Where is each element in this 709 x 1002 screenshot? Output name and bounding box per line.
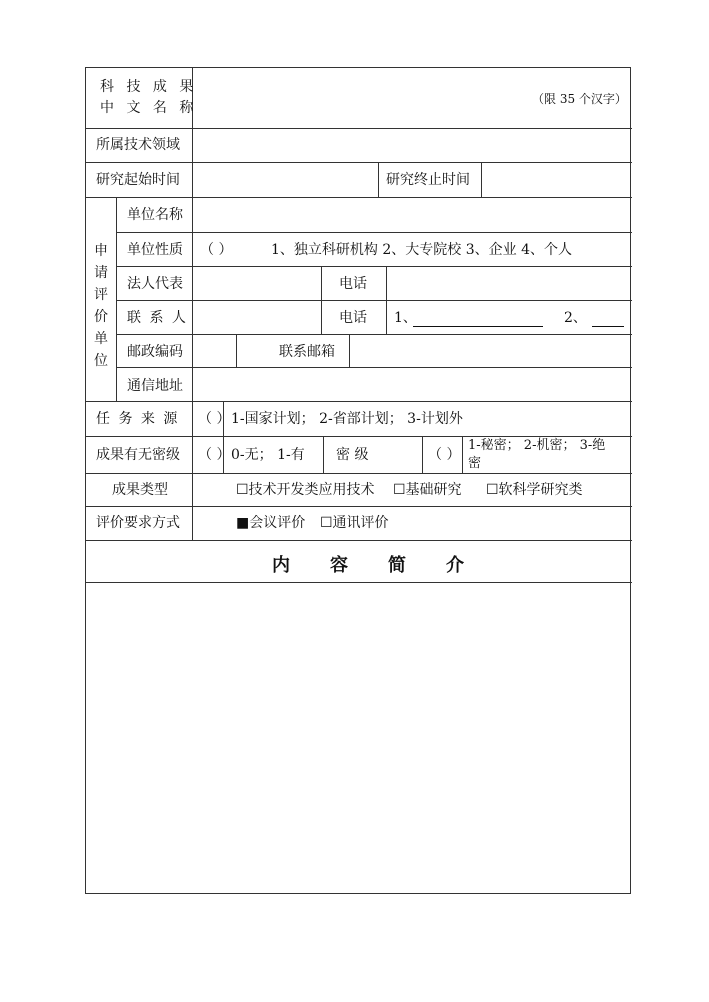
eval-correspondence-checkbox[interactable]: ☐通讯评价 — [320, 515, 389, 531]
col-divider — [323, 436, 324, 473]
title-label-line2: 中 文 名 称 — [100, 100, 198, 116]
col-divider — [349, 334, 350, 367]
unit-nature-label: 单位性质 — [127, 242, 183, 258]
type-soft-science-checkbox[interactable]: ☐软科学研究类 — [486, 482, 583, 498]
task-source-paren[interactable]: （ ） — [198, 411, 231, 427]
end-time-input[interactable] — [488, 166, 623, 192]
col-divider — [422, 436, 423, 473]
postcode-label: 邮政编码 — [127, 344, 183, 360]
secret-level-label: 密 级 — [336, 447, 369, 463]
col-divider — [378, 162, 379, 197]
title-input-area[interactable] — [200, 78, 520, 118]
postcode-input[interactable] — [198, 338, 230, 364]
phone-1-underline[interactable] — [413, 326, 543, 327]
phone-2-underline[interactable] — [592, 326, 624, 327]
contact-input[interactable] — [200, 304, 315, 330]
phone-label: 电话 — [339, 276, 367, 292]
contact-label: 联 系 人 — [127, 310, 188, 326]
eval-method-label: 评价要求方式 — [96, 515, 180, 531]
applicant-unit-label: 申请评价单位 — [94, 243, 108, 369]
col-divider — [236, 334, 237, 367]
col-divider — [386, 266, 387, 334]
row-divider — [86, 401, 632, 402]
address-input[interactable] — [200, 372, 620, 398]
task-source-options: 1-国家计划； 2-省部计划； 3-计划外 — [231, 411, 463, 427]
unit-nature-paren[interactable]: （ ） — [200, 242, 233, 258]
level-paren[interactable]: （ ） — [428, 447, 461, 463]
email-input[interactable] — [356, 338, 621, 364]
phone2-label: 电话 — [339, 310, 367, 326]
row-divider — [86, 582, 632, 583]
type-applied-tech-checkbox[interactable]: ☐技术开发类应用技术 — [236, 482, 375, 498]
row-divider — [86, 506, 632, 507]
phone-2-label: 2、 — [564, 310, 587, 326]
phone-input[interactable] — [394, 270, 624, 296]
phone-1-label: 1、 — [394, 310, 417, 326]
row-divider — [116, 334, 632, 335]
col-divider — [192, 197, 193, 401]
evaluation-form — [85, 67, 631, 894]
summary-title: 内容简介 — [272, 555, 504, 576]
result-type-label: 成果类型 — [112, 482, 168, 498]
row-divider — [86, 473, 632, 474]
col-divider — [192, 473, 193, 540]
tech-field-label: 所属技术领域 — [96, 137, 180, 153]
type-basic-research-checkbox[interactable]: ☐基础研究 — [393, 482, 462, 498]
row-divider — [86, 540, 632, 541]
email-label: 联系邮箱 — [279, 344, 335, 360]
start-time-input[interactable] — [200, 166, 370, 192]
unit-nature-options: 1、独立科研机构 2、大专院校 3、企业 4、个人 — [271, 242, 572, 258]
unit-name-label: 单位名称 — [127, 207, 183, 223]
title-label-line1: 科 技 成 果 — [100, 79, 198, 95]
unit-name-input[interactable] — [200, 201, 620, 227]
level-options-line2: 密 — [468, 456, 482, 471]
legal-rep-label: 法人代表 — [127, 276, 183, 292]
col-divider — [116, 197, 117, 401]
task-source-label: 任 务 来 源 — [96, 411, 180, 427]
eval-meeting-checkbox[interactable]: ■会议评价 — [236, 515, 306, 531]
start-time-label: 研究起始时间 — [96, 172, 180, 188]
title-limit-note: （限 35 个汉字） — [532, 92, 627, 106]
row-divider — [116, 367, 632, 368]
col-divider — [462, 436, 463, 473]
summary-content-area[interactable] — [90, 587, 626, 889]
level-options-line1: 1-秘密； 2-机密； 3-绝 — [468, 438, 606, 453]
secret-options: 0-无； 1-有 — [231, 447, 305, 463]
col-divider — [321, 266, 322, 334]
secret-paren[interactable]: （ ） — [198, 447, 231, 463]
row-divider — [116, 266, 632, 267]
row-divider — [116, 232, 632, 233]
col-divider — [192, 401, 193, 473]
tech-field-input[interactable] — [200, 132, 620, 158]
legal-rep-input[interactable] — [200, 270, 315, 296]
row-divider — [86, 197, 632, 198]
secret-label: 成果有无密级 — [96, 447, 180, 463]
row-divider — [86, 162, 632, 163]
col-divider — [481, 162, 482, 197]
row-divider — [86, 128, 632, 129]
end-time-label: 研究终止时间 — [386, 172, 470, 188]
address-label: 通信地址 — [127, 378, 183, 394]
row-divider — [116, 300, 632, 301]
